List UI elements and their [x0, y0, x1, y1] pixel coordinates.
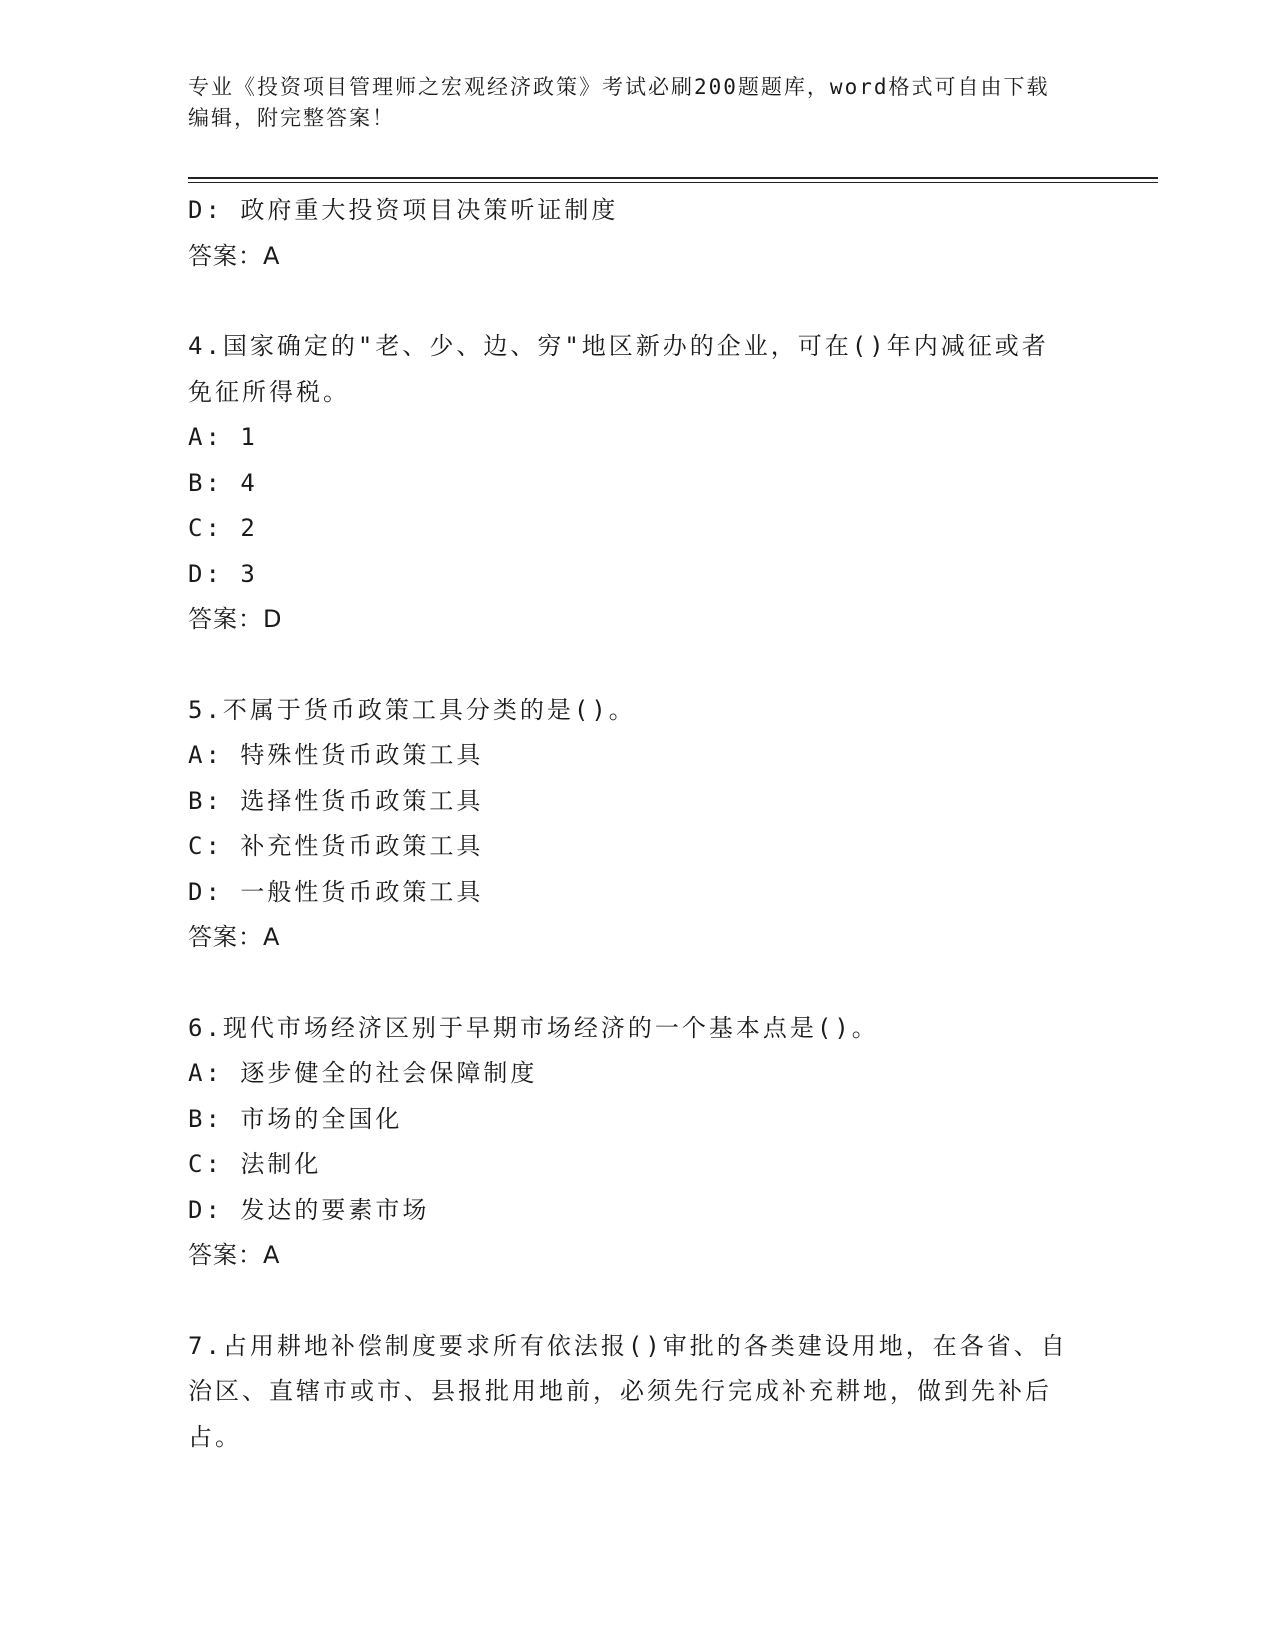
- option-d: D: 3: [188, 559, 258, 588]
- option-b: B: 4: [188, 468, 258, 497]
- question-5: [188, 688, 1068, 961]
- question-text: 6.现代市场经济区别于早期市场经济的一个基本点是()。: [188, 1013, 879, 1042]
- spacer: [188, 1279, 1068, 1324]
- header-divider: [188, 177, 1158, 183]
- answer: 答案：A: [188, 923, 281, 951]
- answer: 答案：A: [188, 1241, 281, 1269]
- question-6: [188, 1006, 1068, 1279]
- prev-option-d: D: 政府重大投资项目决策听证制度: [188, 196, 619, 224]
- option-d: D: 一般性货币政策工具: [188, 877, 484, 906]
- option-a: A: 特殊性货币政策工具: [188, 741, 484, 769]
- question-text: 7.占用耕地补偿制度要求所有依法报()审批的各类建设用地，在各省、自治区、直辖市或市、县报批用地前，必须先行完成补充耕地，做到先补后占。: [188, 1331, 1068, 1451]
- spacer: [188, 961, 1068, 1006]
- spacer: [188, 279, 1068, 324]
- answer: 答案：D: [188, 605, 283, 633]
- option-c: C: 2: [188, 514, 258, 542]
- question-7: [188, 1324, 1068, 1461]
- option-c: C: 法制化: [188, 1150, 322, 1178]
- prev-answer: 答案：A: [188, 241, 281, 270]
- option-d: D: 发达的要素市场: [188, 1195, 430, 1224]
- spacer: [188, 643, 1068, 688]
- document-page: [188, 0, 1158, 1650]
- question-text: 4.国家确定的"老、少、边、穷"地区新办的企业，可在()年内减征或者免征所得税。: [188, 332, 1049, 406]
- question-text: 5.不属于货币政策工具分类的是()。: [188, 695, 636, 724]
- option-a: A: 逐步健全的社会保障制度: [188, 1059, 538, 1087]
- option-c: C: 补充性货币政策工具: [188, 832, 484, 860]
- option-b: B: 市场的全国化: [188, 1104, 403, 1133]
- document-intro: 专业《投资项目管理师之宏观经济政策》考试必刷200题题库，word格式可自由下载编辑，附完整答案！: [188, 75, 1050, 130]
- option-b: B: 选择性货币政策工具: [188, 786, 484, 815]
- document-body: [188, 188, 1068, 1460]
- question-4: [188, 324, 1068, 643]
- option-a: A: 1: [188, 423, 258, 451]
